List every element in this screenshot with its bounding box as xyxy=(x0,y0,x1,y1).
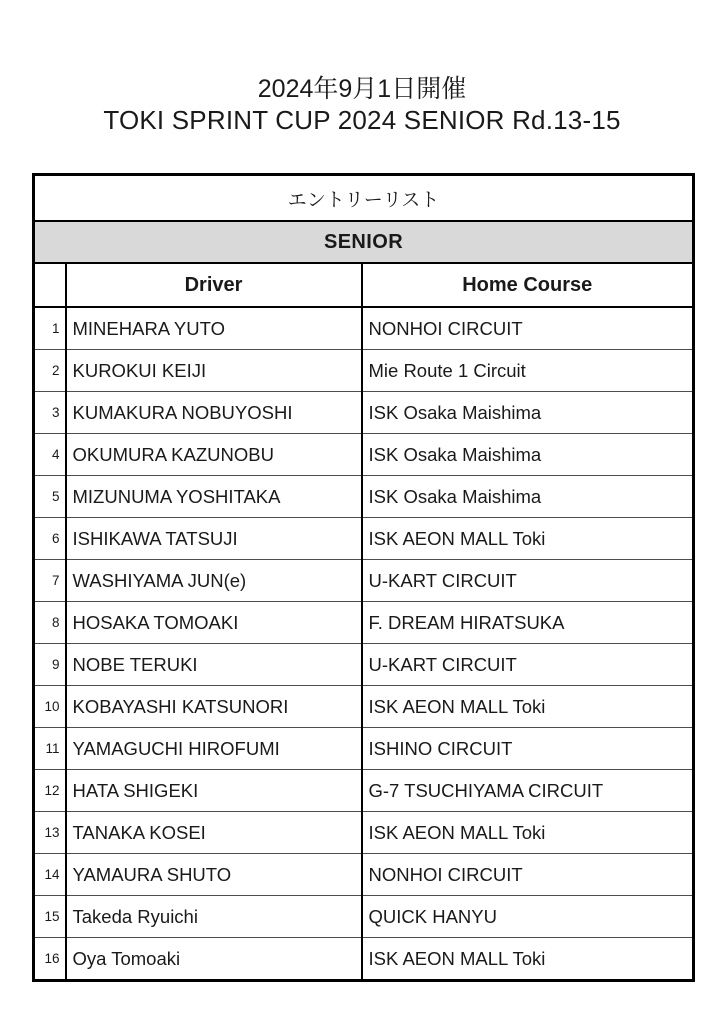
table-caption-row xyxy=(34,175,694,222)
entry-number: 6 xyxy=(34,518,66,560)
table-row xyxy=(34,812,694,854)
driver-name: HOSAKA TOMOAKI xyxy=(66,602,362,644)
document-title-block xyxy=(0,74,724,136)
table-row xyxy=(34,392,694,434)
entry-number: 10 xyxy=(34,686,66,728)
home-course: ISHINO CIRCUIT xyxy=(362,728,694,770)
home-course: F. DREAM HIRATSUKA xyxy=(362,602,694,644)
entry-number: 1 xyxy=(34,307,66,350)
entry-number: 8 xyxy=(34,602,66,644)
table-row xyxy=(34,896,694,938)
home-course: ISK Osaka Maishima xyxy=(362,434,694,476)
driver-name: Oya Tomoaki xyxy=(66,938,362,981)
home-course: ISK AEON MALL Toki xyxy=(362,686,694,728)
driver-name: ISHIKAWA TATSUJI xyxy=(66,518,362,560)
table-row xyxy=(34,686,694,728)
table-row xyxy=(34,518,694,560)
home-course: ISK AEON MALL Toki xyxy=(362,938,694,981)
home-course: ISK Osaka Maishima xyxy=(362,392,694,434)
entry-number: 3 xyxy=(34,392,66,434)
driver-name: OKUMURA KAZUNOBU xyxy=(66,434,362,476)
entry-number: 11 xyxy=(34,728,66,770)
home-course: ISK AEON MALL Toki xyxy=(362,812,694,854)
home-course: U-KART CIRCUIT xyxy=(362,644,694,686)
driver-name: WASHIYAMA JUN(e) xyxy=(66,560,362,602)
event-name-title: TOKI SPRINT CUP 2024 SENIOR Rd.13-15 xyxy=(103,105,621,135)
driver-name: MINEHARA YUTO xyxy=(66,307,362,350)
table-row xyxy=(34,602,694,644)
column-header-home-course: Home Course xyxy=(362,263,694,307)
table-row xyxy=(34,644,694,686)
entry-number: 5 xyxy=(34,476,66,518)
entry-number: 16 xyxy=(34,938,66,981)
driver-name: KOBAYASHI KATSUNORI xyxy=(66,686,362,728)
column-header-number xyxy=(34,263,66,307)
home-course: Mie Route 1 Circuit xyxy=(362,350,694,392)
class-category-cell: SENIOR xyxy=(34,221,694,263)
entry-number: 4 xyxy=(34,434,66,476)
class-category-row xyxy=(34,221,694,263)
home-course: NONHOI CIRCUIT xyxy=(362,307,694,350)
entry-number: 13 xyxy=(34,812,66,854)
column-header-driver: Driver xyxy=(66,263,362,307)
table-row xyxy=(34,350,694,392)
table-row xyxy=(34,560,694,602)
column-header-row xyxy=(34,263,694,307)
home-course: U-KART CIRCUIT xyxy=(362,560,694,602)
driver-name: TANAKA KOSEI xyxy=(66,812,362,854)
driver-name: Takeda Ryuichi xyxy=(66,896,362,938)
home-course: QUICK HANYU xyxy=(362,896,694,938)
table-row xyxy=(34,854,694,896)
driver-name: KUMAKURA NOBUYOSHI xyxy=(66,392,362,434)
entry-list-table xyxy=(32,173,695,982)
table-row xyxy=(34,770,694,812)
table-row xyxy=(34,728,694,770)
entry-number: 15 xyxy=(34,896,66,938)
home-course: G-7 TSUCHIYAMA CIRCUIT xyxy=(362,770,694,812)
entry-number: 12 xyxy=(34,770,66,812)
table-row xyxy=(34,938,694,981)
event-date-title: 2024年9月1日開催 xyxy=(257,75,467,103)
driver-name: HATA SHIGEKI xyxy=(66,770,362,812)
entry-number: 2 xyxy=(34,350,66,392)
entry-number: 7 xyxy=(34,560,66,602)
entry-list-table-body xyxy=(34,175,694,981)
driver-name: KUROKUI KEIJI xyxy=(66,350,362,392)
home-course: NONHOI CIRCUIT xyxy=(362,854,694,896)
driver-name: NOBE TERUKI xyxy=(66,644,362,686)
driver-name: YAMAGUCHI HIROFUMI xyxy=(66,728,362,770)
home-course: ISK AEON MALL Toki xyxy=(362,518,694,560)
entry-number: 9 xyxy=(34,644,66,686)
home-course: ISK Osaka Maishima xyxy=(362,476,694,518)
entry-number: 14 xyxy=(34,854,66,896)
table-caption-cell: エントリーリスト xyxy=(34,175,694,222)
table-row xyxy=(34,476,694,518)
table-row xyxy=(34,434,694,476)
driver-name: MIZUNUMA YOSHITAKA xyxy=(66,476,362,518)
table-row xyxy=(34,307,694,350)
driver-name: YAMAURA SHUTO xyxy=(66,854,362,896)
entry-list-table-container xyxy=(32,173,692,982)
